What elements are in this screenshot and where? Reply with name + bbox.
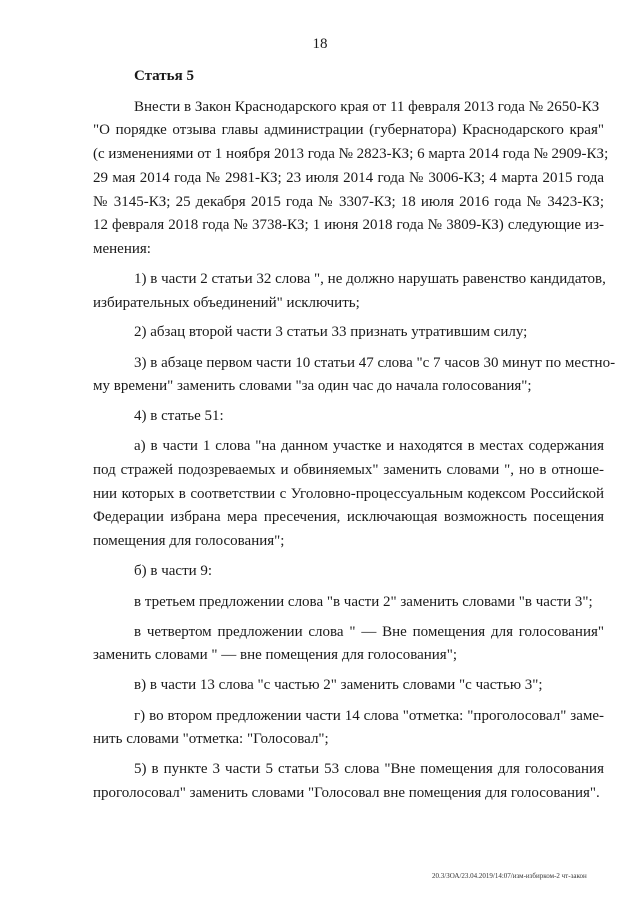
- text-line-6: 12 февраля 2018 года № 3738-КЗ; 1 июня 2018 года № 3809-КЗ) следующие из-: [93, 217, 604, 233]
- text-line-17: Федерации избрана мера пресечения, исключающая возможность посещения: [93, 509, 604, 525]
- text-line-10: 2) абзац второй части 3 статьи 33 признать утратившим силу;: [134, 324, 528, 340]
- text-line-22: заменить словами " — вне помещения для голосования";: [93, 647, 457, 663]
- text-line-23: в) в части 13 слова "с частью 2" заменить словами "с частью 3";: [134, 677, 543, 693]
- text-line-18: помещения для голосования";: [93, 533, 285, 549]
- document-footer: 20.3/ЗОА/23.04.2019/14:07/изм-избирком-2 чт-закон: [432, 872, 587, 880]
- article-heading: Статья 5: [134, 68, 194, 84]
- text-line-26: 5) в пункте 3 части 5 статьи 53 слова "Вне помещения для голосования: [134, 761, 604, 777]
- text-line-24: г) во втором предложении части 14 слова "отметка: "проголосовал" заме-: [134, 708, 604, 724]
- text-line-27: проголосовал" заменить словами "Голосовал вне помещения для голосования".: [93, 785, 600, 801]
- text-line-15: под стражей подозреваемых и обвиняемых" заменить словами ", но в отноше-: [93, 462, 604, 478]
- text-line-20: в третьем предложении слова "в части 2" заменить словами "в части 3";: [134, 594, 593, 610]
- text-line-21: в четвертом предложении слова " — Вне помещения для голосования": [134, 624, 604, 640]
- text-line-16: нии которых в соответствии с Уголовно-процессуальным кодексом Российской: [93, 486, 604, 502]
- text-line-9: избирательных объединений" исключить;: [93, 295, 360, 311]
- text-line-19: б) в части 9:: [134, 563, 213, 579]
- text-line-25: нить словами "отметка: "Голосовал";: [93, 731, 329, 747]
- text-line-13: 4) в статье 51:: [134, 408, 224, 424]
- text-line-3: (с изменениями от 1 ноября 2013 года № 2823-КЗ; 6 марта 2014 года № 2909-КЗ;: [93, 146, 609, 162]
- text-line-2: "О порядке отзыва главы администрации (губернатора) Краснодарского края": [93, 122, 604, 138]
- text-line-11: 3) в абзаце первом части 10 статьи 47 слова "с 7 часов 30 минут по местно-: [134, 355, 616, 371]
- page-number: 18: [312, 36, 328, 52]
- text-line-1: Внести в Закон Краснодарского края от 11 февраля 2013 года № 2650-КЗ: [134, 99, 600, 115]
- text-line-5: № 3145-КЗ; 25 декабря 2015 года № 3307-КЗ; 18 июля 2016 года № 3423-КЗ;: [93, 194, 604, 210]
- text-line-4: 29 мая 2014 года № 2981-КЗ; 23 июля 2014 года № 3006-КЗ; 4 марта 2015 года: [93, 170, 604, 186]
- text-line-8: 1) в части 2 статьи 32 слова ", не должно нарушать равенство кандидатов,: [134, 271, 606, 287]
- text-line-7: менения:: [93, 241, 151, 257]
- text-line-12: му времени" заменить словами "за один час до начала голосования";: [93, 378, 532, 394]
- text-line-14: а) в части 1 слова "на данном участке и находятся в местах содержания: [134, 438, 604, 454]
